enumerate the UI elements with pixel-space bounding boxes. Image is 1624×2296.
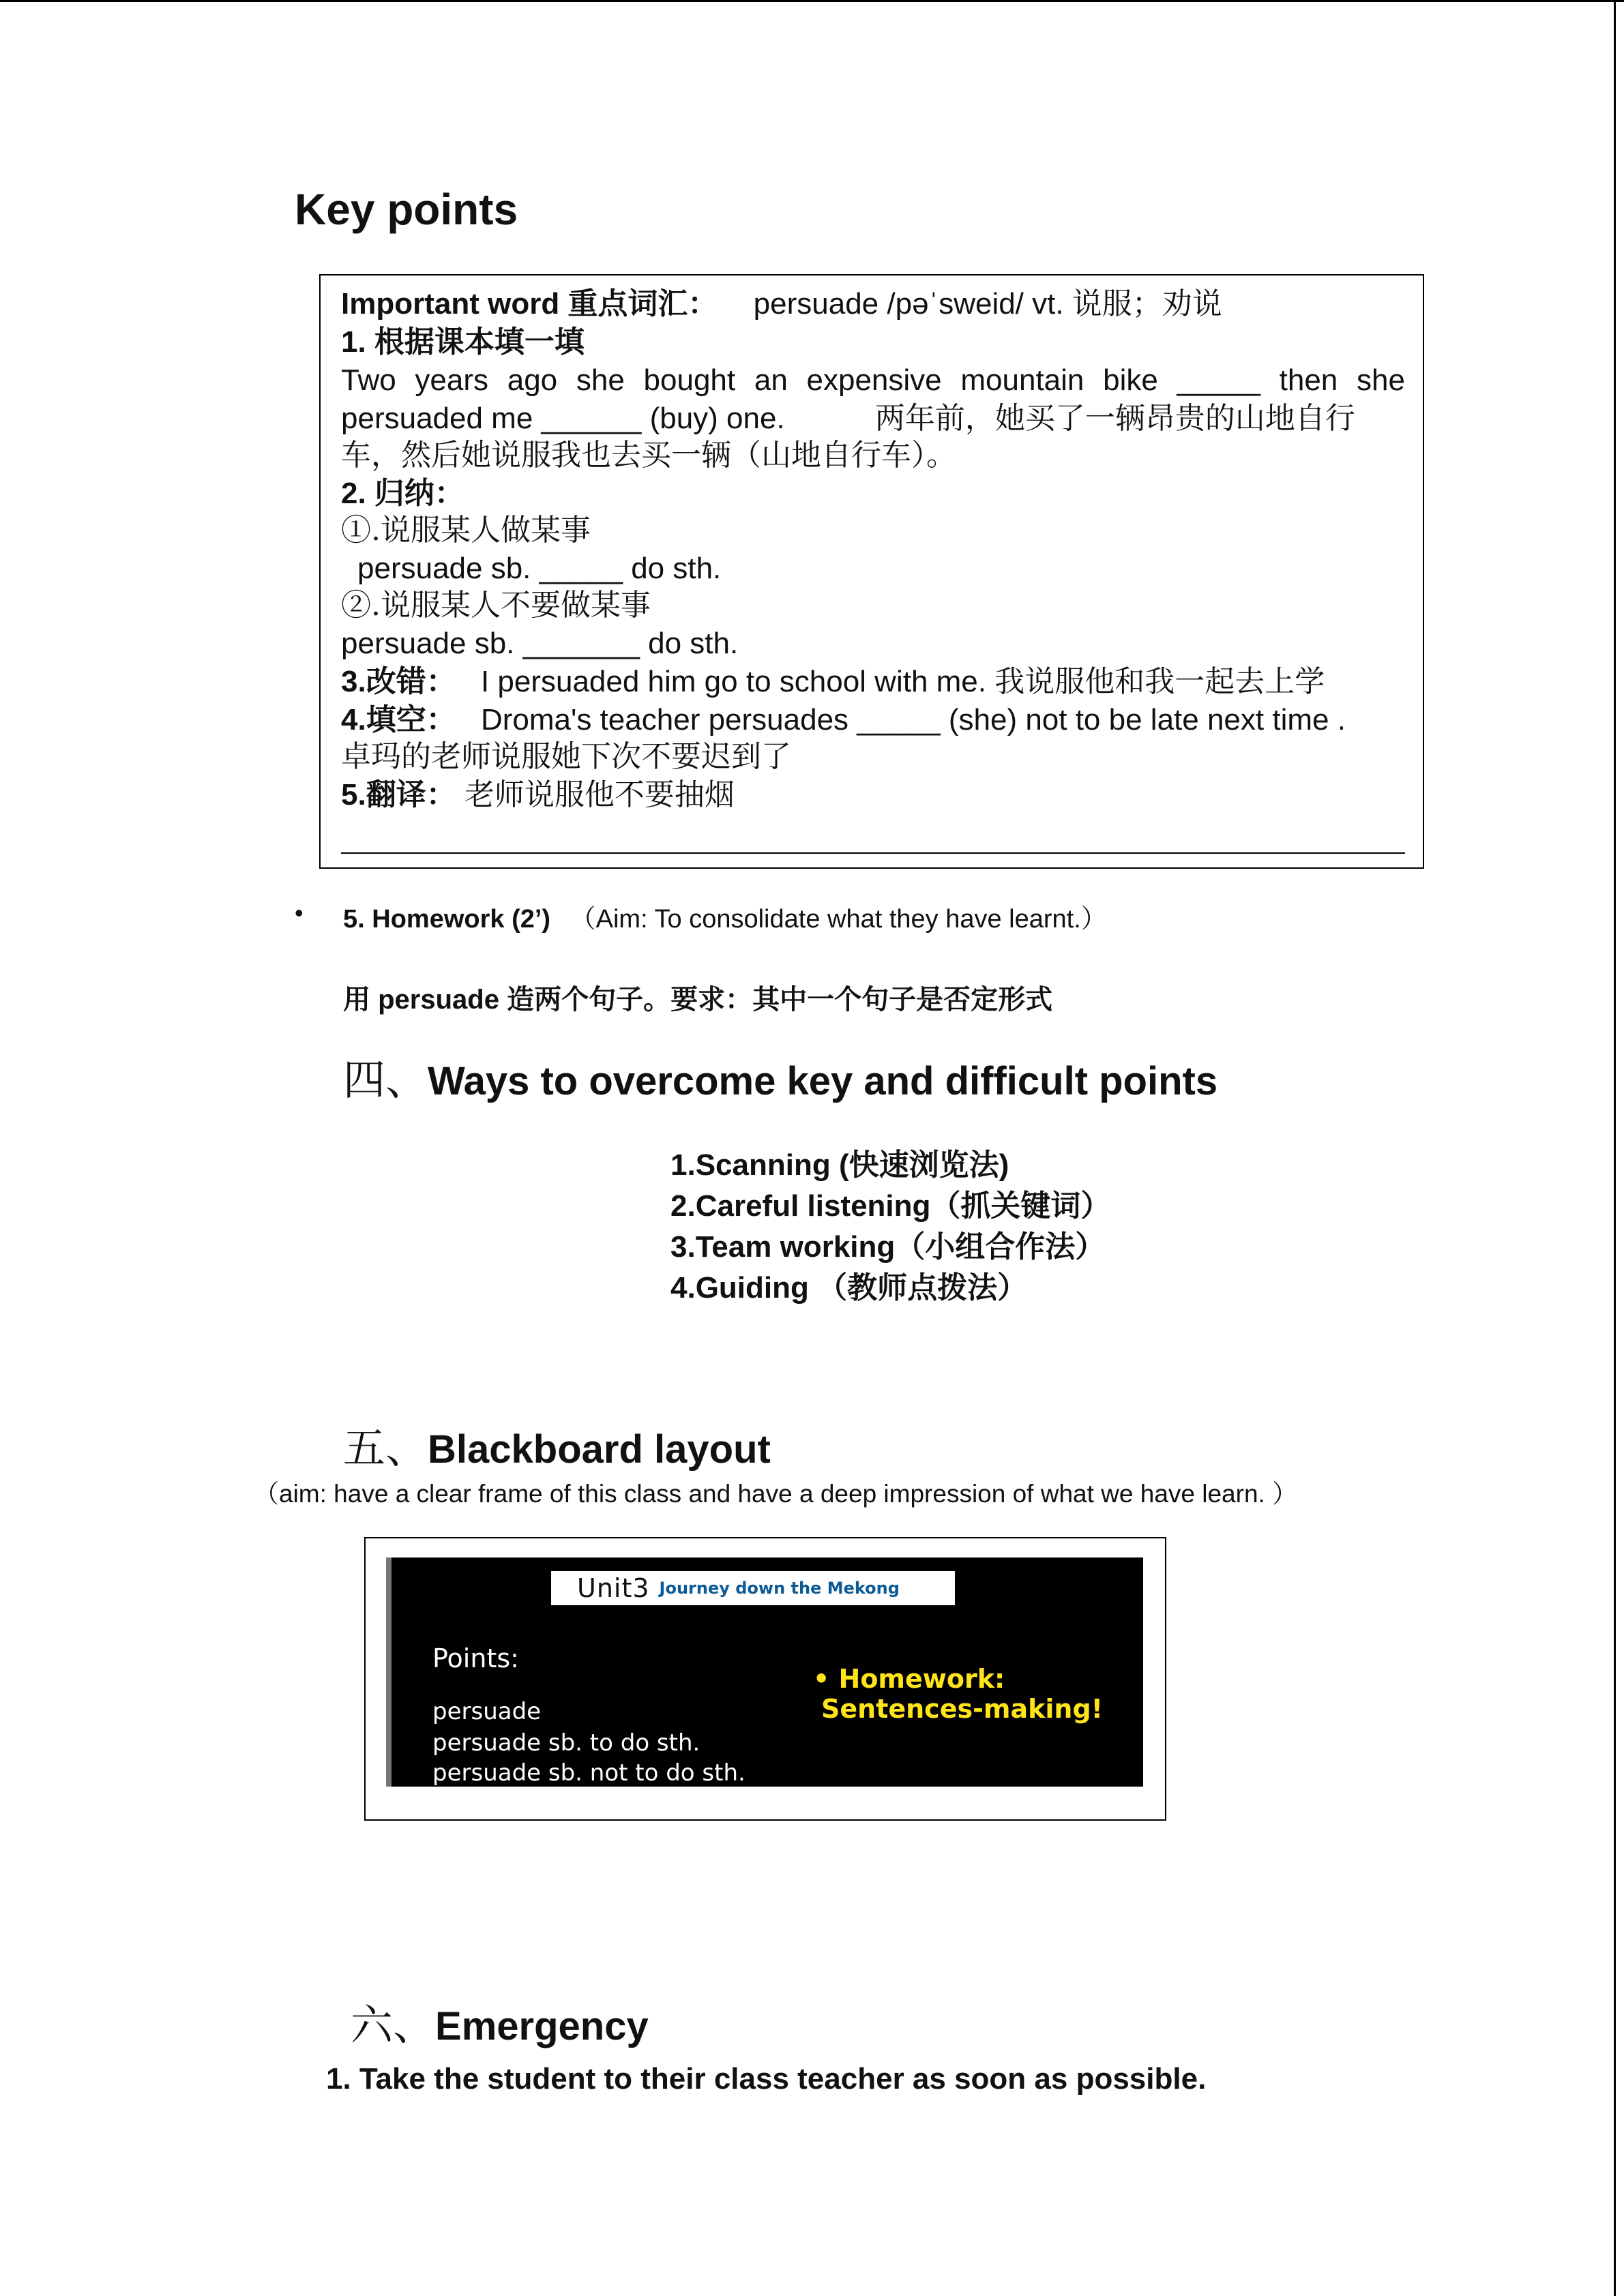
blackboard-points-label: Points: <box>432 1643 519 1673</box>
method-item: 4.Guiding （教师点拨法） <box>670 1271 1028 1304</box>
q2-item2-en: persuade sb. _______ do sth. <box>341 627 739 660</box>
blackboard-point-item: persuade sb. to do sth. <box>432 1729 700 1757</box>
q1-word: mountain <box>960 363 1084 397</box>
q3-line <box>341 667 1325 697</box>
blackboard-aim: （aim: have a clear frame of this class and have a deep impression of what we have learn. ） <box>254 1480 1298 1508</box>
homework-bullet: • <box>295 899 304 927</box>
emergency-item: 1. Take the student to their class teacher as soon as possible. <box>326 2062 1207 2096</box>
q2-label: 2. 归纳： <box>341 477 464 510</box>
blackboard-image <box>386 1557 1143 1787</box>
answer-line <box>341 852 1405 854</box>
blackboard-subtitle: Journey down the Mekong <box>659 1579 900 1598</box>
q5-text: 老师说服他不要抽烟 <box>464 777 735 812</box>
blackboard-point-item: persuade sb. not to do sth. <box>432 1759 745 1787</box>
page-right-border <box>1614 0 1616 2296</box>
blackboard-homework: • Homework: <box>813 1664 1005 1694</box>
homework-task <box>343 978 1052 1017</box>
q1-line1 <box>341 363 1405 397</box>
q1-label: 1. 根据课本填一填 <box>341 325 585 359</box>
q5-label: 5.翻译： <box>341 778 456 811</box>
section5-heading <box>343 1414 771 1475</box>
q2-item2-cn: ②.说服某人不要做某事 <box>341 588 651 623</box>
section4-num: 四、 <box>343 1055 428 1105</box>
q3-label: 3.改错： <box>341 665 456 698</box>
q1-word: an <box>754 363 788 397</box>
q1-word: Two <box>341 363 396 397</box>
q4-line <box>341 705 1346 735</box>
q1-word: bike <box>1103 363 1158 397</box>
homework-task-post: 造两个句子。要求：其中一个句子是否定形式 <box>499 985 1053 1015</box>
q1-blank: _____ <box>1177 363 1260 397</box>
q1-line2-cn: 两年前，她买了一辆昂贵的山地自行 <box>874 401 1355 436</box>
page-top-border <box>0 0 1624 2</box>
blackboard-frame <box>364 1537 1166 1821</box>
q1-word: bought <box>643 363 736 397</box>
homework-title: 5. Homework (2’) <box>343 905 551 934</box>
q4-label: 4.填空： <box>341 703 456 736</box>
q1-word: ago <box>507 363 558 397</box>
section4-heading <box>343 1046 1217 1107</box>
important-word-line <box>341 289 1222 319</box>
method-item: 2.Careful listening（抓关键词） <box>670 1189 1111 1223</box>
blackboard-point-item: persuade <box>432 1698 542 1725</box>
q3-text: I persuaded him go to school with me. 我说服他和我一起去上学 <box>480 665 1325 698</box>
q1-word: years <box>415 363 489 397</box>
q1-word: expensive <box>806 363 942 397</box>
section5-title: Blackboard layout <box>428 1427 771 1472</box>
section5-num: 五、 <box>343 1423 428 1473</box>
homework-task-word: persuade <box>378 985 499 1015</box>
method-item: 3.Team working（小组合作法） <box>670 1230 1106 1264</box>
method-item: 1.Scanning (快速浏览法) <box>670 1148 1009 1182</box>
blackboard-title-bar <box>551 1571 955 1605</box>
blackboard-homework-detail: Sentences-making! <box>821 1694 1103 1724</box>
section6-num: 六、 <box>351 2000 436 2050</box>
homework-line <box>343 897 1107 935</box>
important-word-text: persuade /pəˈsweid/ vt. 说服；劝说 <box>753 287 1222 320</box>
q1-word: she <box>1356 363 1405 397</box>
q1-word: she <box>576 363 625 397</box>
q2-item1-cn: ①.说服某人做某事 <box>341 513 591 548</box>
q1-line2 <box>341 401 1355 436</box>
key-points-heading: Key points <box>295 185 518 234</box>
key-points-box <box>319 274 1424 869</box>
q5-line <box>341 777 735 812</box>
section6-heading <box>351 1991 649 2052</box>
q4-cn: 卓玛的老师说服她下次不要迟到了 <box>341 739 791 774</box>
section4-title: Ways to overcome key and difficult points <box>428 1059 1218 1103</box>
q1-line2-en: persuaded me ______ (buy) one. <box>341 402 785 435</box>
blackboard-unit: Unit3 <box>577 1573 650 1603</box>
q1-line3: 车，然后她说服我也去买一辆（山地自行车）。 <box>341 438 956 473</box>
section6-title: Emergency <box>435 2004 649 2048</box>
homework-aim: （Aim: To consolidate what they have learnt.） <box>570 905 1107 934</box>
q2-item1-en: persuade sb. _____ do sth. <box>357 552 722 585</box>
important-word-label: Important word 重点词汇： <box>341 287 718 320</box>
q1-word: then <box>1279 363 1338 397</box>
homework-task-pre: 用 <box>343 985 379 1015</box>
q4-text: Droma's teacher persuades _____ (she) not to be late next time . <box>480 703 1346 736</box>
